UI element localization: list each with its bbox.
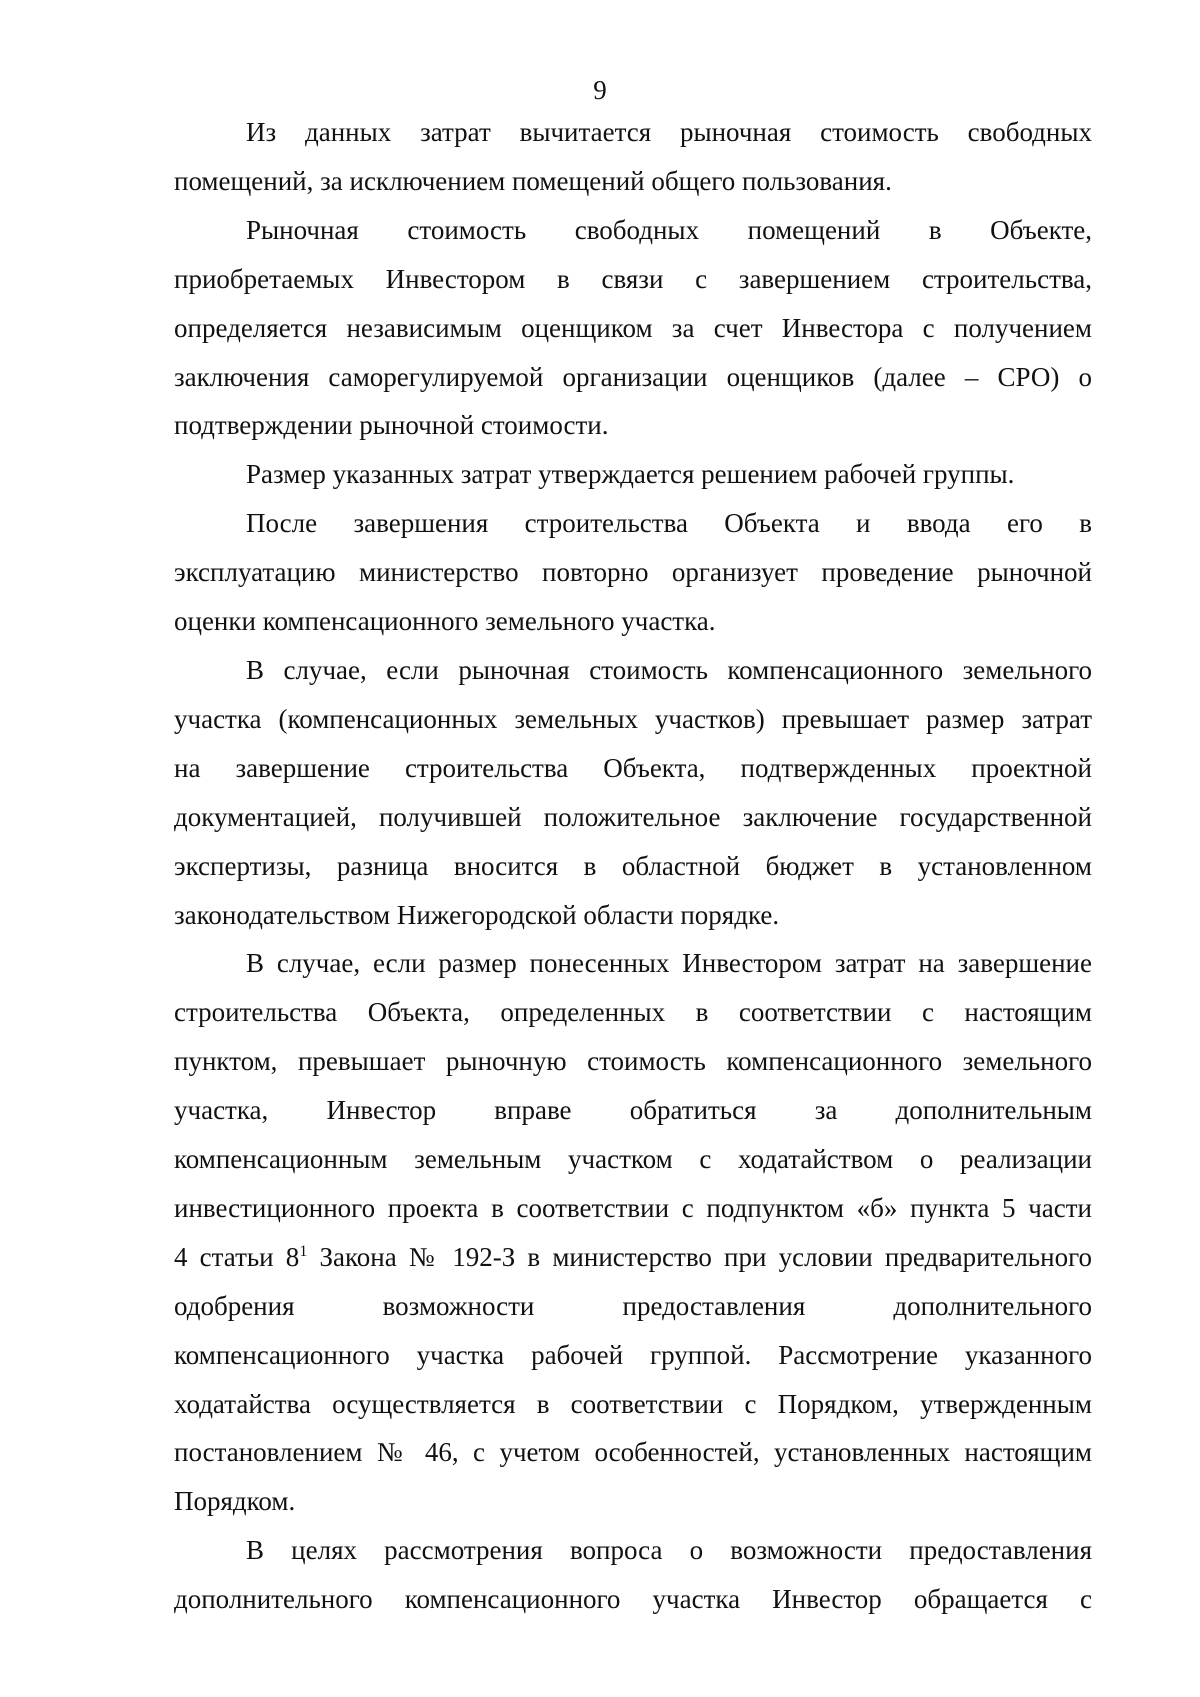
text-line: компенсационного участка рабочей группой. Рассмотрение указанного	[174, 1339, 1092, 1370]
text-line: участка, Инвестор вправе обратиться за дополнительным	[174, 1095, 1092, 1126]
paragraph	[174, 939, 1092, 1526]
text-line: экспертизы, разница вносится в областной бюджет в установленном	[174, 850, 1092, 881]
text-line: одобрения возможности предоставления дополнительного	[174, 1290, 1092, 1321]
text-line: участка (компенсационных земельных участков) превышает размер затрат	[174, 703, 1092, 734]
text-line: помещений, за исключением помещений общего пользования.	[174, 165, 892, 196]
page-number: 9	[593, 75, 607, 105]
text-line: заключения саморегулируемой организации оценщиков (далее – СРО) о	[174, 361, 1092, 392]
text-line: постановлением № 46, с учетом особенностей, установленных настоящим	[174, 1437, 1092, 1468]
text-line: определяется независимым оценщиком за счет Инвестора с получением	[174, 312, 1092, 343]
text-line: После завершения строительства Объекта и ввода его в	[246, 508, 1092, 539]
text-line: оценки компенсационного земельного участка.	[174, 606, 716, 637]
text-line: ходатайства осуществляется в соответствии с Порядком, утвержденным	[174, 1388, 1092, 1419]
superscript: 1	[299, 1242, 308, 1260]
text-line: строительства Объекта, определенных в соответствии с настоящим	[174, 997, 1092, 1028]
paragraph	[174, 499, 1092, 646]
paragraph	[174, 1526, 1092, 1624]
text-line: В случае, если размер понесенных Инвестором затрат на завершение	[246, 948, 1092, 979]
text-line: Рыночная стоимость свободных помещений в Объекте,	[246, 214, 1092, 245]
text-line: Порядком.	[174, 1486, 296, 1517]
text-line: на завершение строительства Объекта, подтвержденных проектной	[174, 752, 1092, 783]
text-line: Размер указанных затрат утверждается решением рабочей группы.	[246, 459, 1015, 490]
text-line: эксплуатацию министерство повторно организует проведение рыночной	[174, 557, 1092, 588]
text-line: В целях рассмотрения вопроса о возможности предоставления	[246, 1535, 1092, 1566]
text-line: В случае, если рыночная стоимость компенсационного земельного	[246, 654, 1092, 685]
text-line: документацией, получившей положительное заключение государственной	[174, 801, 1092, 832]
text-line: приобретаемых Инвестором в связи с завершением строительства,	[174, 263, 1092, 294]
document-body	[174, 108, 1092, 1624]
text-line: пунктом, превышает рыночную стоимость компенсационного земельного	[174, 1046, 1092, 1077]
paragraph	[174, 206, 1092, 451]
text-fragment: Закона № 192-З в министерство при условии предварительного	[307, 1241, 1092, 1272]
text-line: Из данных затрат вычитается рыночная стоимость свободных	[246, 117, 1092, 147]
text-line: инвестиционного проекта в соответствии с подпунктом «б» пункта 5 части	[174, 1192, 1092, 1223]
text-line-with-superscript	[174, 1233, 1092, 1282]
text-fragment: 4 статьи 8	[174, 1241, 300, 1272]
text-line: дополнительного компенсационного участка Инвестор обращается с	[174, 1584, 1092, 1615]
text-line: законодательством Нижегородской области порядке.	[174, 899, 780, 930]
paragraph	[174, 646, 1092, 939]
paragraph	[174, 108, 1092, 206]
text-line: компенсационным земельным участком с ходатайством о реализации	[174, 1144, 1092, 1175]
paragraph	[174, 450, 1092, 499]
text-line: подтверждении рыночной стоимости.	[174, 410, 609, 441]
